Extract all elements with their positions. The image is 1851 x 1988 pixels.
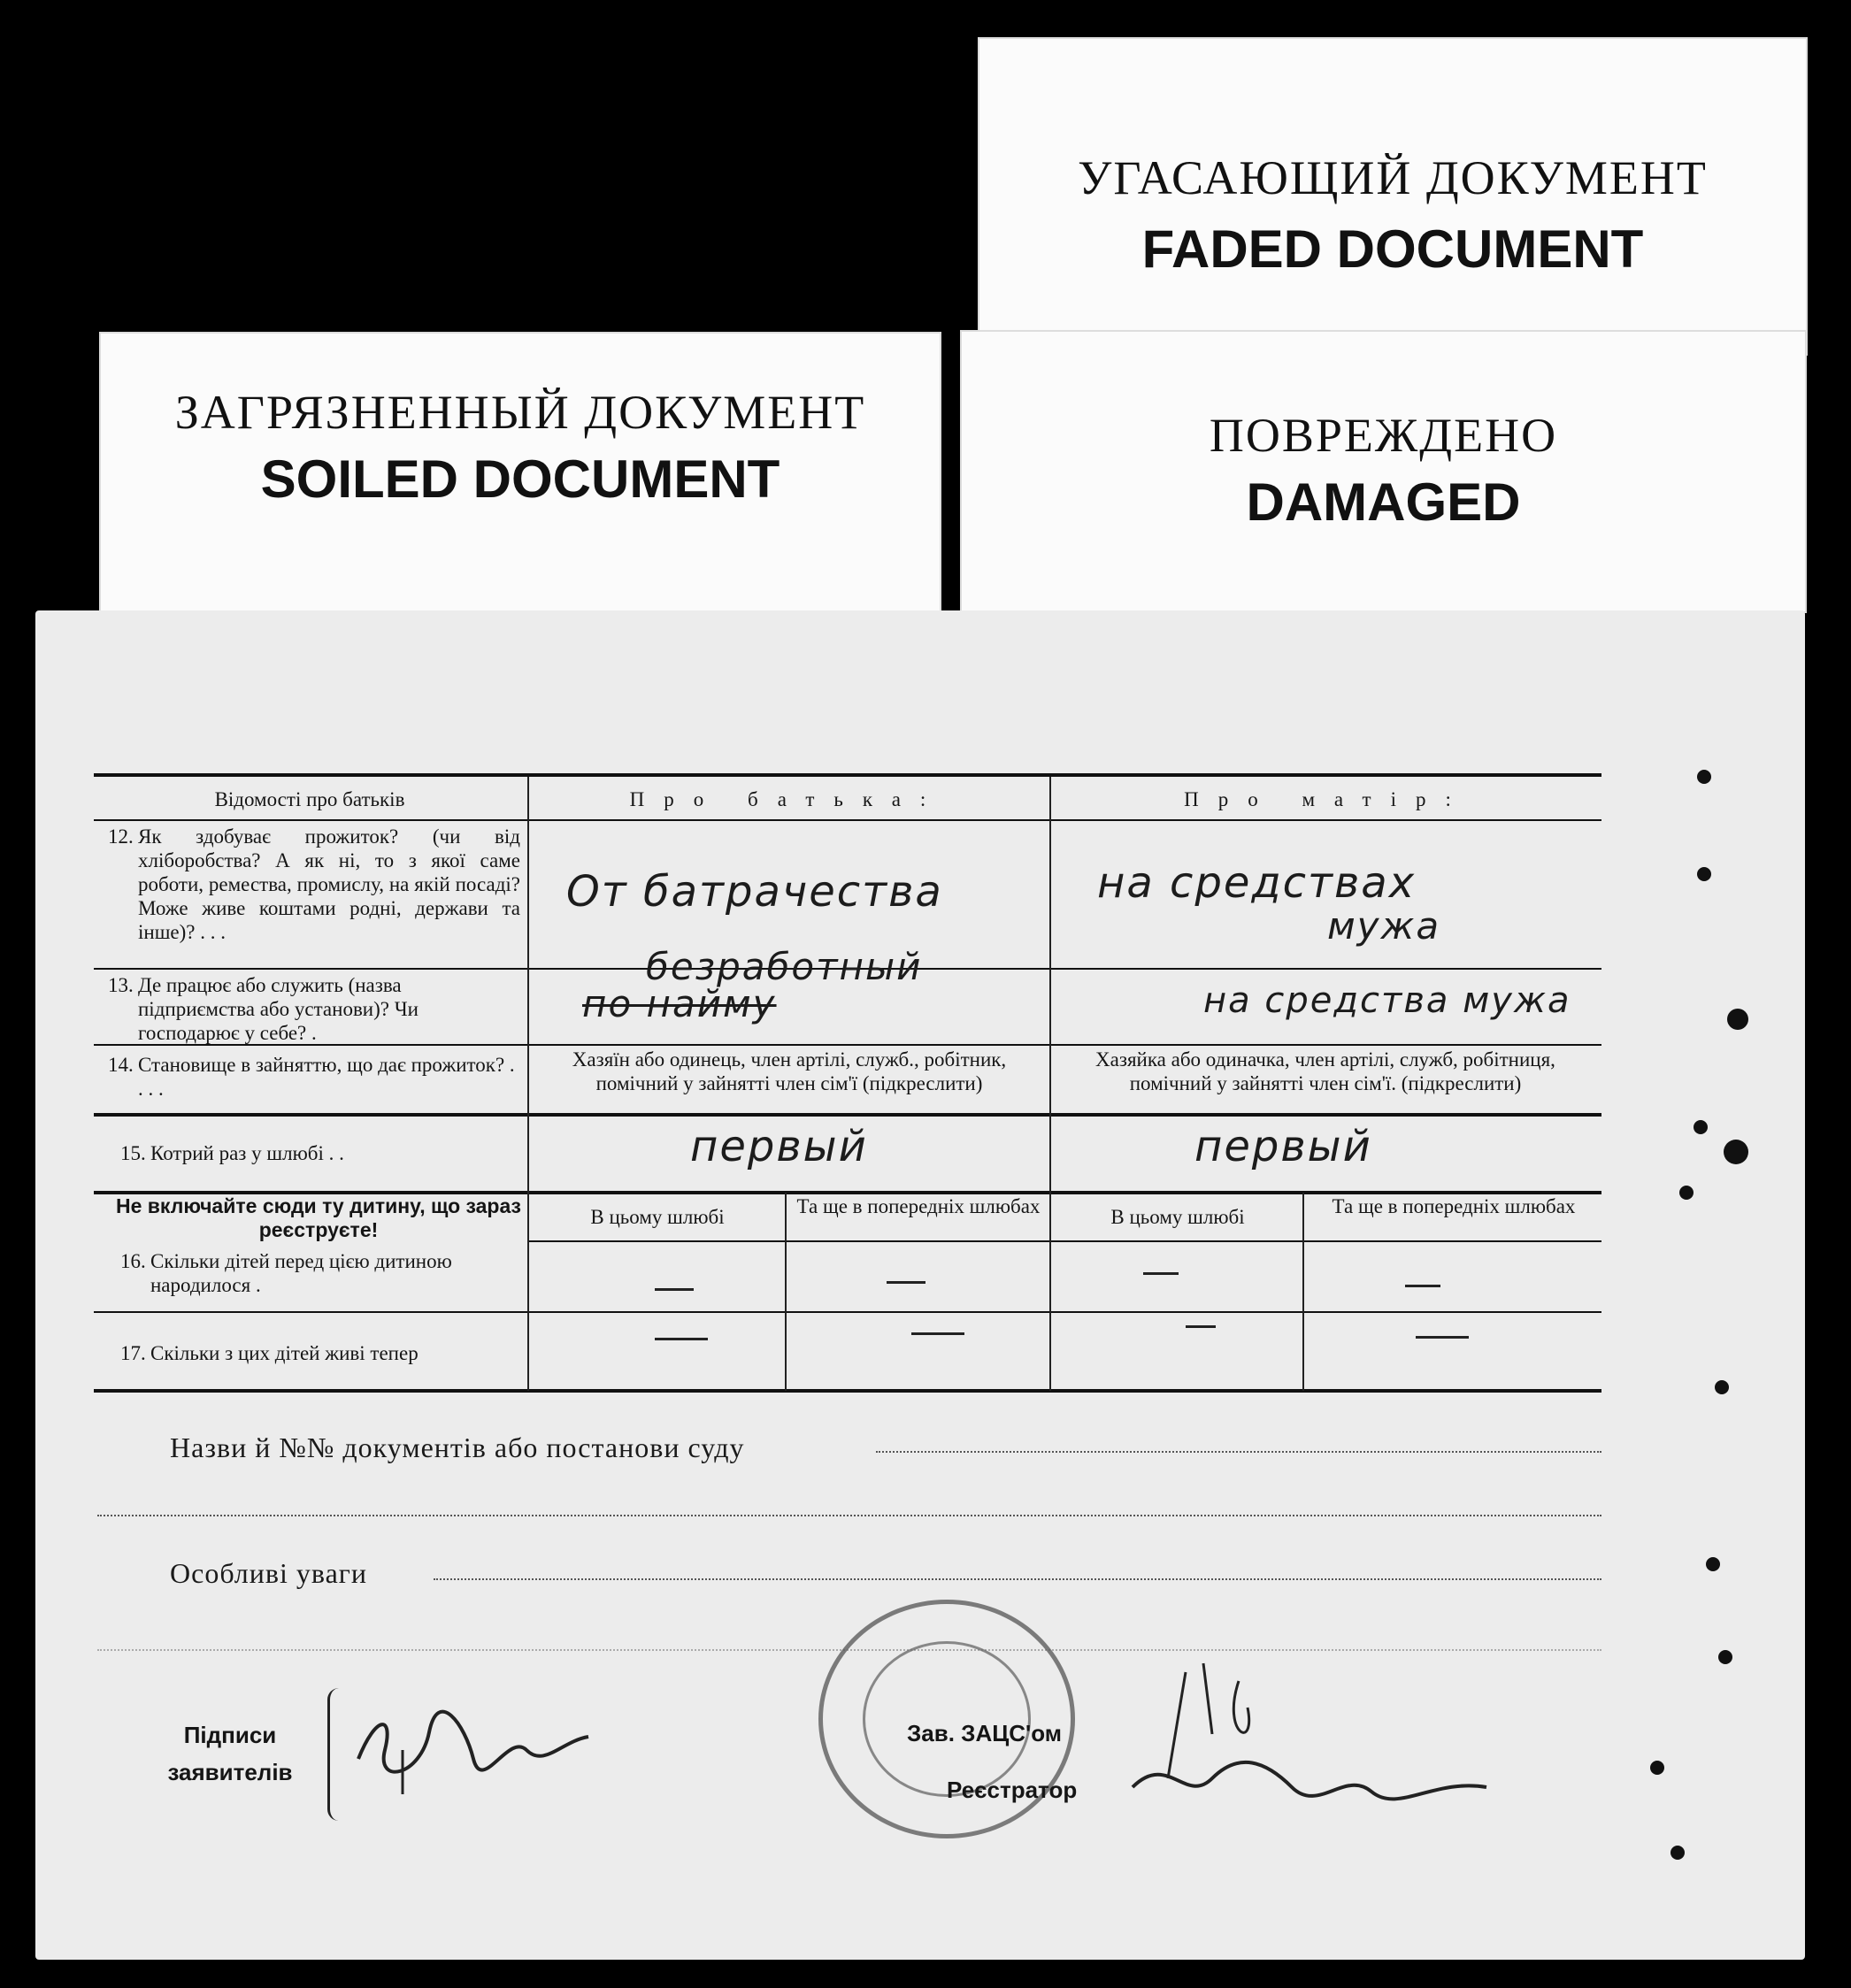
punch-hole: [1679, 1186, 1694, 1200]
q12-number: 12.: [108, 825, 134, 848]
signatures-label: Підписи заявителів: [167, 1722, 293, 1785]
table-top-rule: [94, 773, 1601, 777]
registrar-label: Реєстратор: [947, 1777, 1078, 1803]
birth-record-form: [35, 610, 1805, 1960]
q17-mother-prev-dash: [1416, 1336, 1469, 1339]
faded-label-en: FADED DOCUMENT: [1141, 219, 1644, 279]
documents-label: Назви й №№ документів або постанови суду: [170, 1432, 745, 1463]
q14-mother-options: Хазяйка або одиначка, член артілі, служб, робітниця, помічний у зайнятті член сім'ї. (підкреслити): [1095, 1048, 1555, 1094]
q16-father-prev-dash: [887, 1281, 926, 1284]
q16-mother-prev-dash: [1405, 1285, 1440, 1287]
q13-text: Де працює або служить (назва підприємства або установи)? Чи господарює у себе? .: [138, 974, 419, 1044]
punch-hole: [1706, 1557, 1720, 1571]
column-rule: [1302, 1193, 1304, 1391]
header-mother: Про матір:: [1184, 788, 1471, 810]
q14-number: 14.: [108, 1054, 134, 1076]
punch-hole: [1697, 770, 1711, 784]
q13-mother-answer: на средства мужа: [1203, 980, 1571, 1021]
q15-number: 15.: [120, 1142, 146, 1164]
q16-mother-this-dash: [1143, 1272, 1179, 1275]
header-father: Про батька:: [629, 788, 946, 810]
special-notes-label: Особливі уваги: [170, 1557, 368, 1589]
q12-text: Як здобуває прожиток? (чи від хліборобства? А як ні, то з якої саме роботи, ремества, промислу, на якій посаді? Може живе коштами родні, держави та інше)? . . .: [138, 825, 520, 943]
punch-hole: [1715, 1380, 1729, 1394]
header-parents: Відомості про батьків: [214, 788, 405, 810]
punch-hole: [1697, 867, 1711, 881]
punch-hole: [1671, 1846, 1685, 1860]
punch-hole: [1724, 1140, 1748, 1164]
col-this-marriage-mother: В цьому шлюбі: [1110, 1206, 1245, 1228]
q16-father-this-dash: [655, 1288, 694, 1291]
column-rule: [527, 777, 529, 1391]
col-prev-marriage-mother: Та ще в попередніх шлюбах: [1332, 1195, 1576, 1217]
punch-hole: [1718, 1650, 1732, 1664]
zags-head-label: Зав. ЗАЦС'ом: [907, 1720, 1062, 1746]
table-bottom-rule: [94, 1389, 1601, 1393]
col-this-marriage-father: В цьому шлюбі: [590, 1206, 725, 1228]
q17-mother-this-dash: [1186, 1325, 1216, 1328]
col-prev-marriage-father: Та ще в попередніх шлюбах: [796, 1195, 1041, 1217]
q15-mother-answer: первый: [1194, 1122, 1372, 1171]
q13-father-answer-struck: по найму: [582, 982, 777, 1025]
q13-number: 13.: [108, 974, 134, 996]
damaged-label-en: DAMAGED: [1246, 472, 1521, 532]
soiled-label-en: SOILED DOCUMENT: [260, 449, 780, 509]
q17-father-this-dash: [655, 1338, 708, 1340]
q16-number: 16.: [120, 1250, 146, 1272]
column-rule: [1049, 777, 1051, 1391]
damaged-document-card: [960, 330, 1807, 613]
faded-label-ru: УГАСАЮЩИЙ ДОКУМЕНТ: [1078, 151, 1708, 204]
damaged-label-ru: ПОВРЕЖДЕНО: [1209, 409, 1558, 462]
punch-hole: [1694, 1120, 1708, 1134]
documents-line: [876, 1451, 1601, 1453]
q17-text: Скільки з цих дітей живі тепер: [150, 1342, 419, 1364]
special-notes-line: [434, 1578, 1601, 1580]
documents-line-2: [97, 1515, 1601, 1516]
row-rule: [94, 1311, 1601, 1313]
faded-document-card: [978, 37, 1808, 356]
punch-hole: [1650, 1761, 1664, 1775]
q12-mother-answer-1: на средствах: [1097, 858, 1417, 908]
q12-mother-answer-2: мужа: [1327, 904, 1441, 948]
row-rule: [527, 1240, 1601, 1242]
applicant-signature: [349, 1697, 606, 1803]
q15-father-answer: первый: [690, 1122, 868, 1171]
punch-hole: [1727, 1009, 1748, 1030]
q14-father-options: Хазяїн або одинець, член артілі, служб., робітник, помічний у зайнятті член сім'ї (підкреслити): [572, 1048, 1007, 1094]
header-rule: [94, 819, 1601, 821]
exclusion-note: Не включайте сюди ту дитину, що зараз реєструєте!: [115, 1194, 521, 1241]
q17-number: 17.: [120, 1342, 146, 1364]
q16-text: Скільки дітей перед цією дитиною народилося .: [150, 1250, 452, 1296]
q13-father-answer-correction: безработный: [646, 945, 923, 988]
q12-father-answer: От батрачества: [566, 867, 943, 917]
soiled-label-ru: ЗАГРЯЗНЕННЫЙ ДОКУМЕНТ: [174, 386, 866, 439]
column-rule: [785, 1193, 787, 1391]
row-rule: [94, 1113, 1601, 1117]
q15-text: Котрий раз у шлюбі . .: [150, 1142, 344, 1164]
registrar-signature: [1115, 1654, 1522, 1849]
q14-text: Становище в зайняттю, що дає прожиток? . . . .: [138, 1054, 515, 1100]
q17-father-prev-dash: [911, 1332, 964, 1335]
soiled-document-card: [99, 332, 941, 624]
signatures-brace: [327, 1688, 339, 1821]
